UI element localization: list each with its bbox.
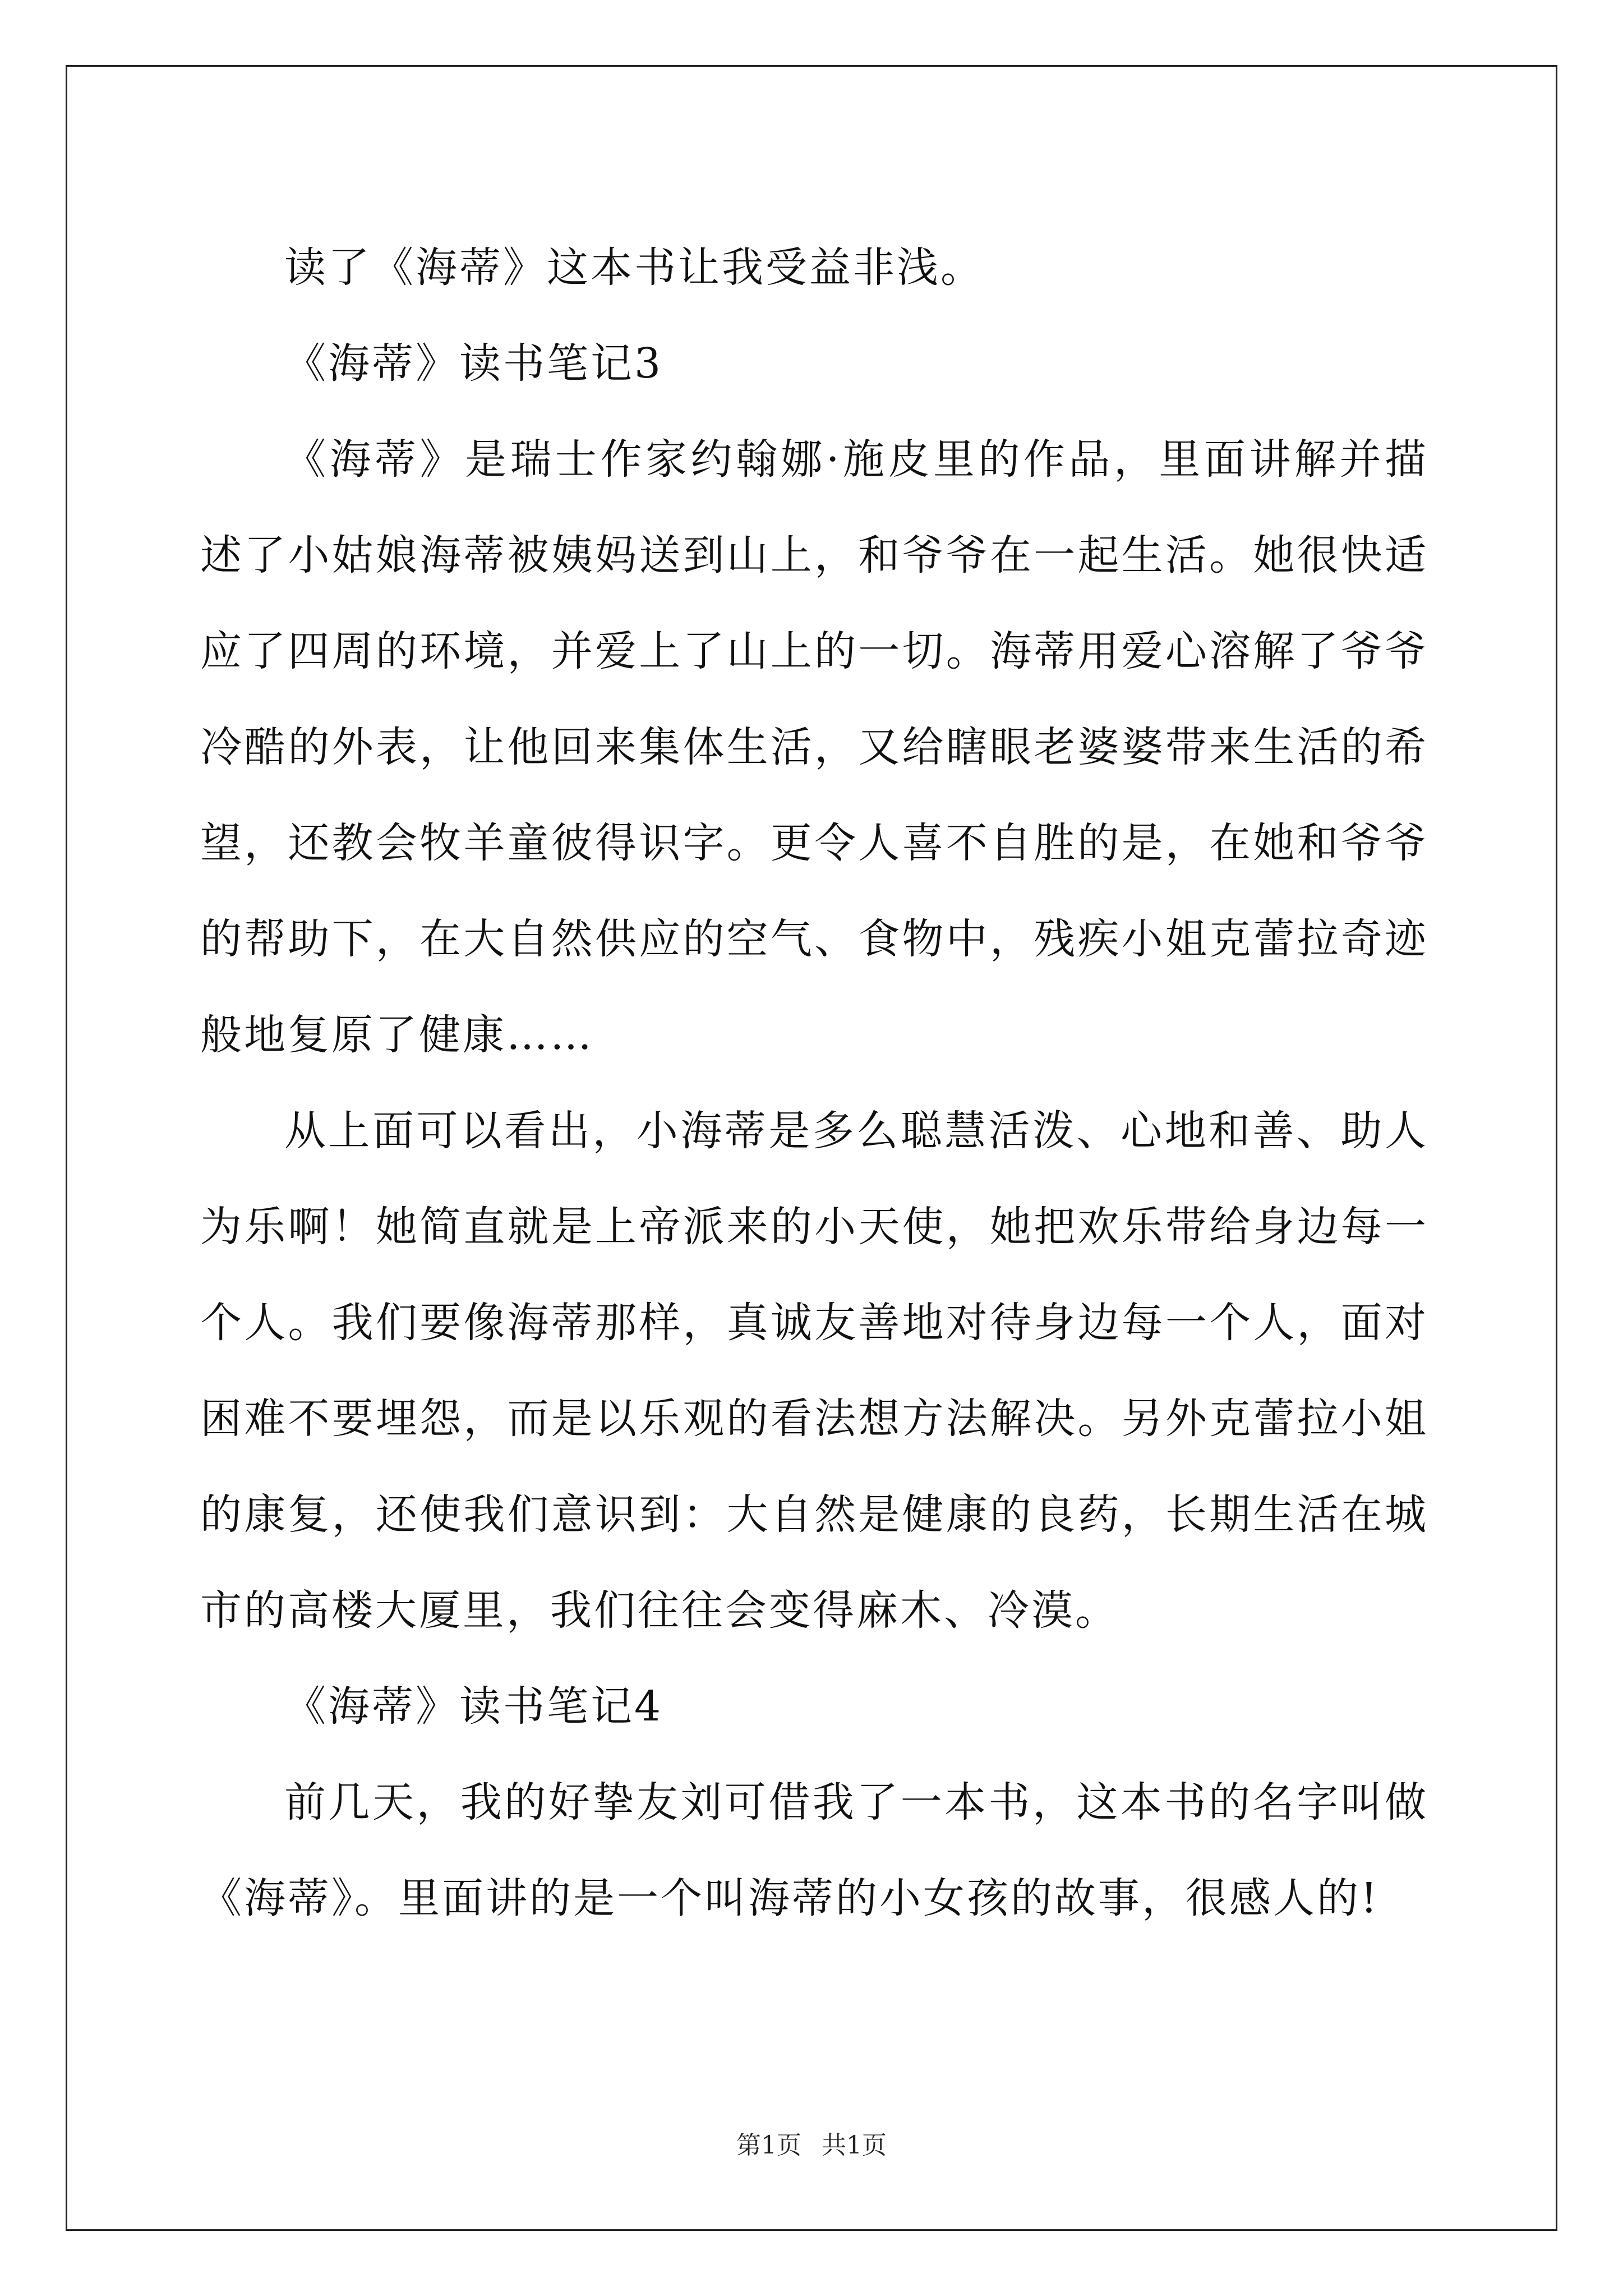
paragraph-note-4: 前几天，我的好挚友刘可借我了一本书，这本书的名字叫做《海蒂》。里面讲的是一个叫海蒂的小女孩的故事，很感人的! [200,1778,1428,1922]
page-count: 共1页 [822,2131,887,2160]
document-body [200,220,1428,1947]
paragraph-summary: 《海蒂》是瑞士作家约翰娜·施皮里的作品，里面讲解并描述了小姑娘海蒂被姨妈送到山上，和爷爷在一起生活。她很快适应了四周的环境，并爱上了山上的一切。海蒂用爱心溶解了爷爷冷酷的外表，让他回来集体生活，又给瞎眼老婆婆带来生活的希望，还教会牧羊童彼得识字。更令人喜不自胜的是，在她和爷爷的帮助下，在大自然供应的空气、食物中，残疾小姐克蕾拉奇迹般地复原了健康…… [200,435,1428,1059]
page-number: 第1页 [736,2131,801,2160]
section-heading-4: 《海蒂》读书笔记4 [284,1682,663,1731]
paragraph-intro-end: 读了《海蒂》这本书让我受益非浅。 [284,243,984,292]
paragraph-reflection: 从上面可以看出，小海蒂是多么聪慧活泼、心地和善、助人为乐啊！她简直就是上帝派来的小天使，她把欢乐带给身边每一个人。我们要像海蒂那样，真诚友善地对待身边每一个人，面对困难不要埋怨，而是以乐观的看法想方法解决。另外克蕾拉小姐的康复，还使我们意识到：大自然是健康的良药，长期生活在城市的高楼大厦里，我们往往会变得麻木、冷漠。 [200,1107,1428,1635]
section-heading-3: 《海蒂》读书笔记3 [284,339,663,388]
page-footer [0,2129,1623,2162]
